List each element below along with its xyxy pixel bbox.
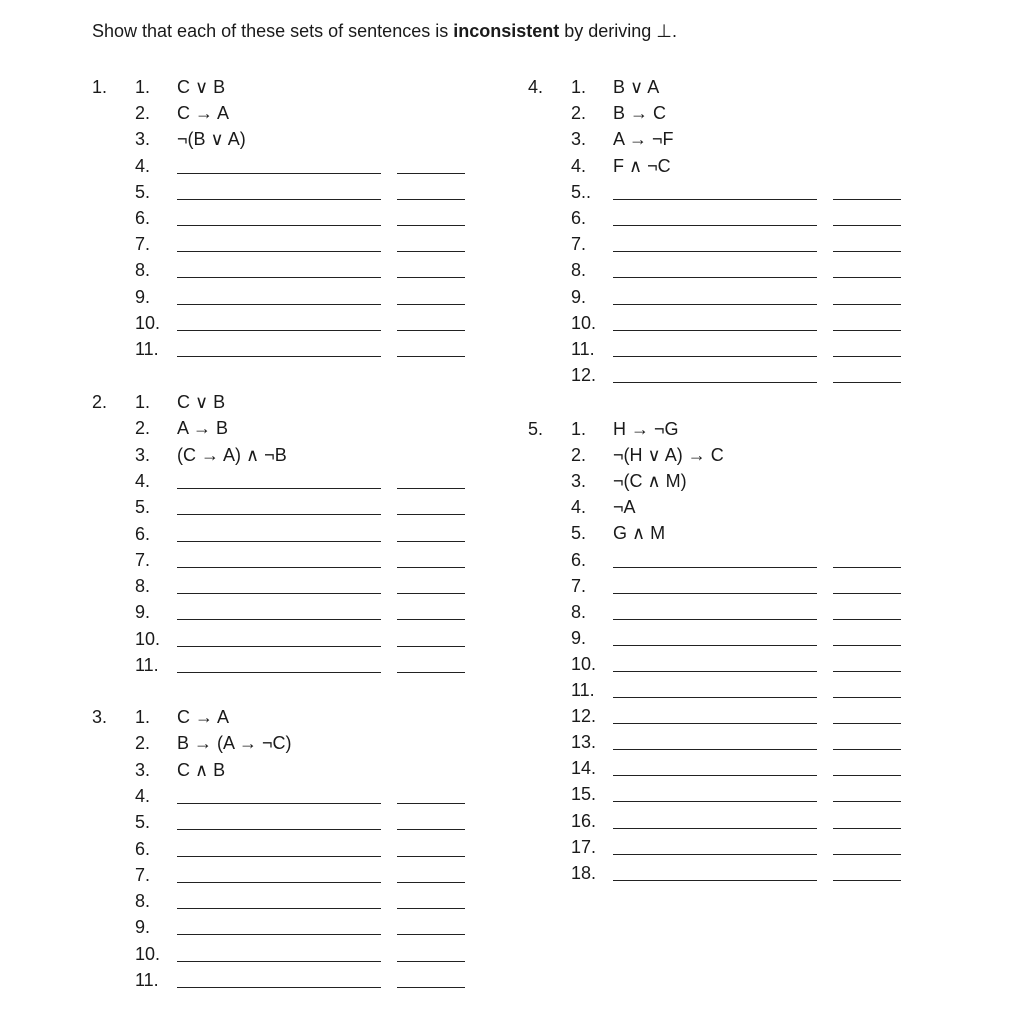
line-number: 3. [135, 760, 151, 780]
formula-blank[interactable] [177, 934, 381, 935]
proof-line [92, 390, 492, 414]
line-number: 10. [135, 313, 161, 333]
formula-blank[interactable] [613, 277, 817, 278]
justification-blank[interactable] [833, 828, 901, 829]
line-number: 11. [135, 970, 159, 990]
justification-blank[interactable] [833, 801, 901, 802]
formula-blank[interactable] [177, 567, 381, 568]
formula-blank[interactable] [177, 277, 381, 278]
justification-blank[interactable] [833, 749, 901, 750]
formula-blank[interactable] [613, 697, 817, 698]
proof-line [528, 782, 928, 806]
proof-line [528, 600, 928, 624]
line-number: 10. [135, 629, 161, 649]
justification-blank[interactable] [397, 619, 465, 620]
line-number: 10. [135, 944, 161, 964]
formula-blank[interactable] [177, 251, 381, 252]
justification-blank[interactable] [833, 567, 901, 568]
formula-blank[interactable] [613, 382, 817, 383]
proof-line [528, 730, 928, 754]
proof-line [528, 835, 928, 859]
formula-blank[interactable] [177, 987, 381, 988]
justification-blank[interactable] [833, 251, 901, 252]
proof-line [92, 522, 492, 546]
premise-formula: C ∧ B [177, 760, 226, 780]
problem-number: 1. [92, 77, 108, 97]
proof-line [92, 731, 492, 755]
line-number: 2. [571, 103, 587, 123]
justification-blank[interactable] [833, 304, 901, 305]
premise-formula: C → A [177, 103, 230, 123]
premise-formula: F ∧ ¬C [613, 156, 671, 176]
line-number: 6. [135, 208, 151, 228]
proof-line [92, 154, 492, 178]
proof-line [528, 417, 928, 441]
proof-line [92, 942, 492, 966]
justification-blank[interactable] [397, 277, 465, 278]
line-number: 3. [135, 129, 151, 149]
line-number: 11. [135, 655, 159, 675]
formula-blank[interactable] [613, 199, 817, 200]
line-number: 8. [135, 891, 151, 911]
premise-formula: C ∨ B [177, 77, 226, 97]
formula-blank[interactable] [613, 225, 817, 226]
proof-line [92, 101, 492, 125]
formula-blank[interactable] [613, 671, 817, 672]
line-number: 8. [135, 576, 151, 596]
proof-line [92, 574, 492, 598]
formula-blank[interactable] [177, 908, 381, 909]
proof-line [92, 758, 492, 782]
line-number: 9. [135, 287, 151, 307]
formula-blank[interactable] [177, 961, 381, 962]
line-number: 4. [135, 471, 151, 491]
proof-line [528, 809, 928, 833]
formula-blank[interactable] [613, 567, 817, 568]
formula-blank[interactable] [177, 488, 381, 489]
justification-blank[interactable] [397, 251, 465, 252]
justification-blank[interactable] [833, 619, 901, 620]
line-number: 4. [571, 497, 587, 517]
line-number: 6. [135, 524, 151, 544]
premise-formula: B ∨ A [613, 77, 660, 97]
proof-line [528, 180, 928, 204]
justification-blank[interactable] [833, 645, 901, 646]
problem-number: 2. [92, 392, 108, 412]
instructions-text-end: by deriving ⊥. [559, 21, 677, 41]
proof-line [528, 548, 928, 572]
line-number: 7. [571, 576, 587, 596]
premise-formula: ¬(C ∧ M) [613, 471, 687, 491]
proof-line [528, 258, 928, 282]
justification-blank[interactable] [397, 593, 465, 594]
proof-line [92, 75, 492, 99]
line-number: 3. [135, 445, 151, 465]
proof-line [528, 861, 928, 885]
justification-blank[interactable] [397, 934, 465, 935]
justification-blank[interactable] [833, 330, 901, 331]
justification-blank[interactable] [833, 356, 901, 357]
formula-blank[interactable] [177, 514, 381, 515]
line-number: 8. [135, 260, 151, 280]
line-number: 9. [571, 287, 587, 307]
proof-line [92, 548, 492, 572]
proof-line [528, 285, 928, 309]
proof-line [92, 889, 492, 913]
justification-blank[interactable] [397, 672, 465, 673]
justification-blank[interactable] [397, 803, 465, 804]
proof-line [528, 154, 928, 178]
justification-blank[interactable] [397, 856, 465, 857]
line-number: 5. [135, 182, 151, 202]
line-number: 16. [571, 811, 597, 831]
formula-blank[interactable] [177, 882, 381, 883]
line-number: 2. [571, 445, 587, 465]
proof-line [528, 678, 928, 702]
proof-line [92, 180, 492, 204]
justification-blank[interactable] [833, 382, 901, 383]
justification-blank[interactable] [833, 593, 901, 594]
proof-line [528, 443, 928, 467]
justification-blank[interactable] [397, 488, 465, 489]
line-number: 12. [571, 706, 597, 726]
justification-blank[interactable] [397, 173, 465, 174]
problem-number: 3. [92, 707, 108, 727]
proof-line [92, 127, 492, 151]
justification-blank[interactable] [397, 567, 465, 568]
premise-formula: C ∨ B [177, 392, 226, 412]
premise-formula: (C → A) ∧ ¬B [177, 445, 287, 465]
proof-line [528, 574, 928, 598]
line-number: 2. [135, 733, 151, 753]
justification-blank[interactable] [397, 330, 465, 331]
formula-blank[interactable] [177, 646, 381, 647]
formula-blank[interactable] [613, 828, 817, 829]
line-number: 5. [135, 497, 151, 517]
proof-line [528, 232, 928, 256]
problem-number: 5. [528, 419, 544, 439]
premise-formula: C → A [177, 707, 230, 727]
proof-line [92, 495, 492, 519]
premise-formula: G ∧ M [613, 523, 666, 543]
formula-blank[interactable] [613, 593, 817, 594]
proof-line [92, 232, 492, 256]
proof-line [528, 495, 928, 519]
line-number: 10. [571, 654, 597, 674]
justification-blank[interactable] [397, 987, 465, 988]
formula-blank[interactable] [613, 330, 817, 331]
proof-line [92, 311, 492, 335]
formula-blank[interactable] [177, 619, 381, 620]
proof-line [92, 968, 492, 992]
line-number: 1. [571, 77, 587, 97]
proof-line [92, 863, 492, 887]
proof-line [528, 652, 928, 676]
line-number: 3. [571, 129, 587, 149]
line-number: 12. [571, 365, 597, 385]
proof-line [92, 915, 492, 939]
formula-blank[interactable] [613, 775, 817, 776]
proof-line [528, 756, 928, 780]
line-number: 18. [571, 863, 597, 883]
justification-blank[interactable] [397, 908, 465, 909]
line-number: 5.. [571, 182, 592, 202]
line-number: 17. [571, 837, 597, 857]
problem-number: 4. [528, 77, 544, 97]
premise-formula: ¬A [613, 497, 636, 517]
line-number: 8. [571, 260, 587, 280]
proof-line [92, 337, 492, 361]
formula-blank[interactable] [613, 880, 817, 881]
formula-blank[interactable] [613, 356, 817, 357]
line-number: 2. [135, 418, 151, 438]
formula-blank[interactable] [613, 723, 817, 724]
proof-line [528, 127, 928, 151]
line-number: 4. [135, 156, 151, 176]
line-number: 11. [135, 339, 159, 359]
formula-blank[interactable] [177, 173, 381, 174]
line-number: 11. [571, 680, 595, 700]
justification-blank[interactable] [833, 277, 901, 278]
justification-blank[interactable] [833, 775, 901, 776]
proof-line [528, 626, 928, 650]
proof-line [528, 75, 928, 99]
line-number: 4. [135, 786, 151, 806]
justification-blank[interactable] [397, 541, 465, 542]
justification-blank[interactable] [397, 882, 465, 883]
proof-line [528, 469, 928, 493]
justification-blank[interactable] [833, 697, 901, 698]
formula-blank[interactable] [177, 856, 381, 857]
proof-line [92, 837, 492, 861]
premise-formula: B → (A → ¬C) [177, 733, 292, 753]
line-number: 4. [571, 156, 587, 176]
premise-formula: ¬(H ∨ A) → C [613, 445, 724, 465]
formula-blank[interactable] [613, 619, 817, 620]
premise-formula: A → ¬F [613, 129, 674, 149]
formula-blank[interactable] [613, 801, 817, 802]
formula-blank[interactable] [177, 829, 381, 830]
proof-line [528, 363, 928, 387]
proof-line [92, 206, 492, 230]
proof-line [92, 600, 492, 624]
formula-blank[interactable] [177, 330, 381, 331]
premise-formula: H → ¬G [613, 419, 679, 439]
line-number: 5. [135, 812, 151, 832]
proof-line [92, 258, 492, 282]
formula-blank[interactable] [613, 749, 817, 750]
line-number: 1. [135, 392, 151, 412]
line-number: 10. [571, 313, 597, 333]
justification-blank[interactable] [833, 199, 901, 200]
line-number: 6. [571, 550, 587, 570]
line-number: 7. [135, 550, 151, 570]
justification-blank[interactable] [397, 199, 465, 200]
justification-blank[interactable] [833, 854, 901, 855]
line-number: 8. [571, 602, 587, 622]
proof-line [92, 285, 492, 309]
proof-line [92, 784, 492, 808]
justification-blank[interactable] [397, 304, 465, 305]
instructions-text: Show that each of these sets of sentences is [92, 21, 454, 41]
proof-line [92, 705, 492, 729]
formula-blank[interactable] [613, 304, 817, 305]
line-number: 2. [135, 103, 151, 123]
justification-blank[interactable] [833, 723, 901, 724]
formula-blank[interactable] [613, 645, 817, 646]
line-number: 9. [135, 602, 151, 622]
line-number: 7. [135, 865, 151, 885]
formula-blank[interactable] [613, 854, 817, 855]
line-number: 1. [571, 419, 587, 439]
formula-blank[interactable] [177, 225, 381, 226]
proof-line [528, 101, 928, 125]
proof-line [92, 810, 492, 834]
premise-formula: A → B [177, 418, 229, 438]
justification-blank[interactable] [397, 356, 465, 357]
proof-line [92, 443, 492, 467]
premise-formula: ¬(B ∨ A) [177, 129, 246, 149]
line-number: 9. [135, 917, 151, 937]
formula-blank[interactable] [177, 304, 381, 305]
line-number: 9. [571, 628, 587, 648]
justification-blank[interactable] [397, 514, 465, 515]
line-number: 3. [571, 471, 587, 491]
proof-line [528, 311, 928, 335]
proof-line [528, 704, 928, 728]
justification-blank[interactable] [833, 671, 901, 672]
line-number: 15. [571, 784, 597, 804]
premise-formula: B → C [613, 103, 667, 123]
proof-line [528, 206, 928, 230]
proof-line [528, 521, 928, 545]
line-number: 14. [571, 758, 597, 778]
formula-blank[interactable] [177, 541, 381, 542]
line-number: 6. [571, 208, 587, 228]
formula-blank[interactable] [613, 251, 817, 252]
formula-blank[interactable] [177, 803, 381, 804]
proof-line [528, 337, 928, 361]
justification-blank[interactable] [397, 829, 465, 830]
proof-line [92, 416, 492, 440]
line-number: 1. [135, 77, 151, 97]
line-number: 6. [135, 839, 151, 859]
proof-line [92, 627, 492, 651]
line-number: 13. [571, 732, 597, 752]
line-number: 11. [571, 339, 595, 359]
line-number: 7. [571, 234, 587, 254]
formula-blank[interactable] [177, 199, 381, 200]
justification-blank[interactable] [833, 225, 901, 226]
proof-line [92, 469, 492, 493]
justification-blank[interactable] [397, 225, 465, 226]
instructions-emphasis: inconsistent [453, 21, 560, 41]
formula-blank[interactable] [177, 672, 381, 673]
formula-blank[interactable] [177, 356, 381, 357]
justification-blank[interactable] [397, 961, 465, 962]
line-number: 5. [571, 523, 587, 543]
proof-line [92, 653, 492, 677]
line-number: 1. [135, 707, 151, 727]
justification-blank[interactable] [397, 646, 465, 647]
instructions [92, 19, 677, 43]
line-number: 7. [135, 234, 151, 254]
formula-blank[interactable] [177, 593, 381, 594]
justification-blank[interactable] [833, 880, 901, 881]
